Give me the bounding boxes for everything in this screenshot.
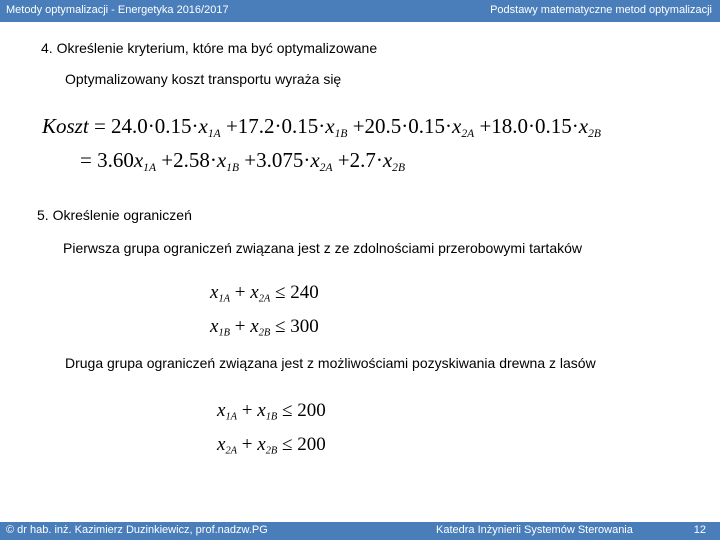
footer-bar xyxy=(0,522,720,540)
header-bar xyxy=(0,0,720,22)
section-5-heading: 5. Określenie ograniczeń xyxy=(37,207,192,223)
footer-author: © dr hab. inż. Kazimierz Duzinkiewicz, prof.nadzw.PG xyxy=(6,524,268,536)
constraint-forest-1: $x_{1A} + x_{1B} \le 200$ xyxy=(217,400,326,423)
constraint-forest-2: $x_{2A} + x_{2B} \le 200$ xyxy=(217,434,326,457)
constraints-group-1-text: Pierwsza grupa ograniczeń związana jest z ze zdolnościami przerobowymi tartaków xyxy=(63,240,583,256)
page-number: 12 xyxy=(693,524,706,536)
constraints-group-2-text: Druga grupa ograniczeń związana jest z możliwościami pozyskiwania drewna z lasów xyxy=(65,355,596,371)
section-4-text: Optymalizowany koszt transportu wyraża się xyxy=(65,71,342,87)
cost-equation-line-1: Koszt = $24.0\cdot 0.15\cdot x_{1A} +17.2\cdot 0.15\cdot x_{1B} +20.5\cdot 0.15\cdot x_{2A} +18.0\cdot 0.15\cdot x_{2B}$ xyxy=(42,114,601,141)
footer-department: Katedra Inżynierii Systemów Sterowania xyxy=(436,524,633,536)
section-4-heading: 4. Określenie kryterium, które ma być optymalizowane xyxy=(41,40,378,56)
lecture-title: Podstawy matematyczne metod optymalizacji xyxy=(490,4,712,16)
constraint-sawmill-2: $x_{1B} + x_{2B} \le 300$ xyxy=(210,316,319,339)
course-title: Metody optymalizacji - Energetyka 2016/2017 xyxy=(6,4,229,16)
cost-equation-line-2: = $3.60x_{1A} +2.58\cdot x_{1B} +3.075\cdot x_{2A} +2.7\cdot x_{2B}$ xyxy=(80,148,405,175)
constraint-sawmill-1: $x_{1A} + x_{2A} \le 240$ xyxy=(210,282,319,305)
cost-label: Koszt xyxy=(42,114,89,138)
